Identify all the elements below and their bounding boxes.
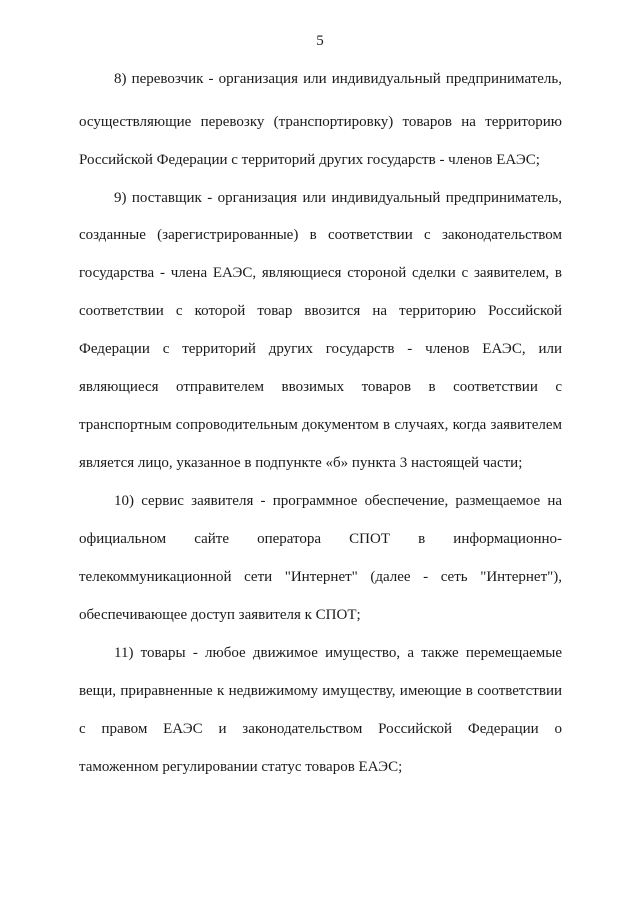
paragraph-9-line-1: 9) поставщик - организация или индивидуальный предприниматель,	[114, 190, 562, 206]
paragraph-11-line-1: 11) товары - любое движимое имущество, а также перемещаемые	[114, 645, 562, 661]
paragraph-11-line-4: таможенном регулировании статус товаров ЕАЭС;	[79, 759, 403, 775]
paragraph-11-line-2: вещи, приравненные к недвижимому имуществу, имеющие в соответствии	[79, 683, 562, 699]
paragraph-11-line-3: с правом ЕАЭС и законодательством Российской Федерации о	[79, 721, 562, 737]
paragraph-8-line-1: 8) перевозчик - организация или индивидуальный предприниматель,	[114, 71, 562, 87]
paragraph-9-line-7: транспортным сопроводительным документом в случаях, когда заявителем	[79, 417, 562, 433]
page-number: 5	[316, 33, 324, 49]
paragraph-10-line-3: телекоммуникационной сети "Интернет" (далее - сеть "Интернет"),	[79, 569, 562, 585]
paragraph-8-line-2: осуществляющие перевозку (транспортировку) товаров на территорию	[79, 114, 562, 130]
paragraph-9-line-4: соответствии с которой товар ввозится на территорию Российской	[79, 303, 562, 319]
paragraph-10-line-1: 10) сервис заявителя - программное обеспечение, размещаемое на	[114, 493, 562, 509]
paragraph-10-line-2: официальном сайте оператора СПОТ в информационно-	[79, 531, 562, 547]
paragraph-9-line-8: является лицо, указанное в подпункте «б» пункта 3 настоящей части;	[79, 455, 523, 471]
paragraph-9-line-6: являющиеся отправителем ввозимых товаров в соответствии с	[79, 379, 562, 395]
paragraph-9-line-2: созданные (зарегистрированные) в соответствии с законодательством	[79, 227, 562, 243]
paragraph-10-line-4: обеспечивающее доступ заявителя к СПОТ;	[79, 607, 361, 623]
paragraph-9-line-3: государства - члена ЕАЭС, являющиеся стороной сделки с заявителем, в	[79, 265, 562, 281]
paragraph-9-line-5: Федерации с территорий других государств - членов ЕАЭС, или	[79, 341, 562, 357]
paragraph-8-line-3: Российской Федерации с территорий других государств - членов ЕАЭС;	[79, 152, 540, 168]
